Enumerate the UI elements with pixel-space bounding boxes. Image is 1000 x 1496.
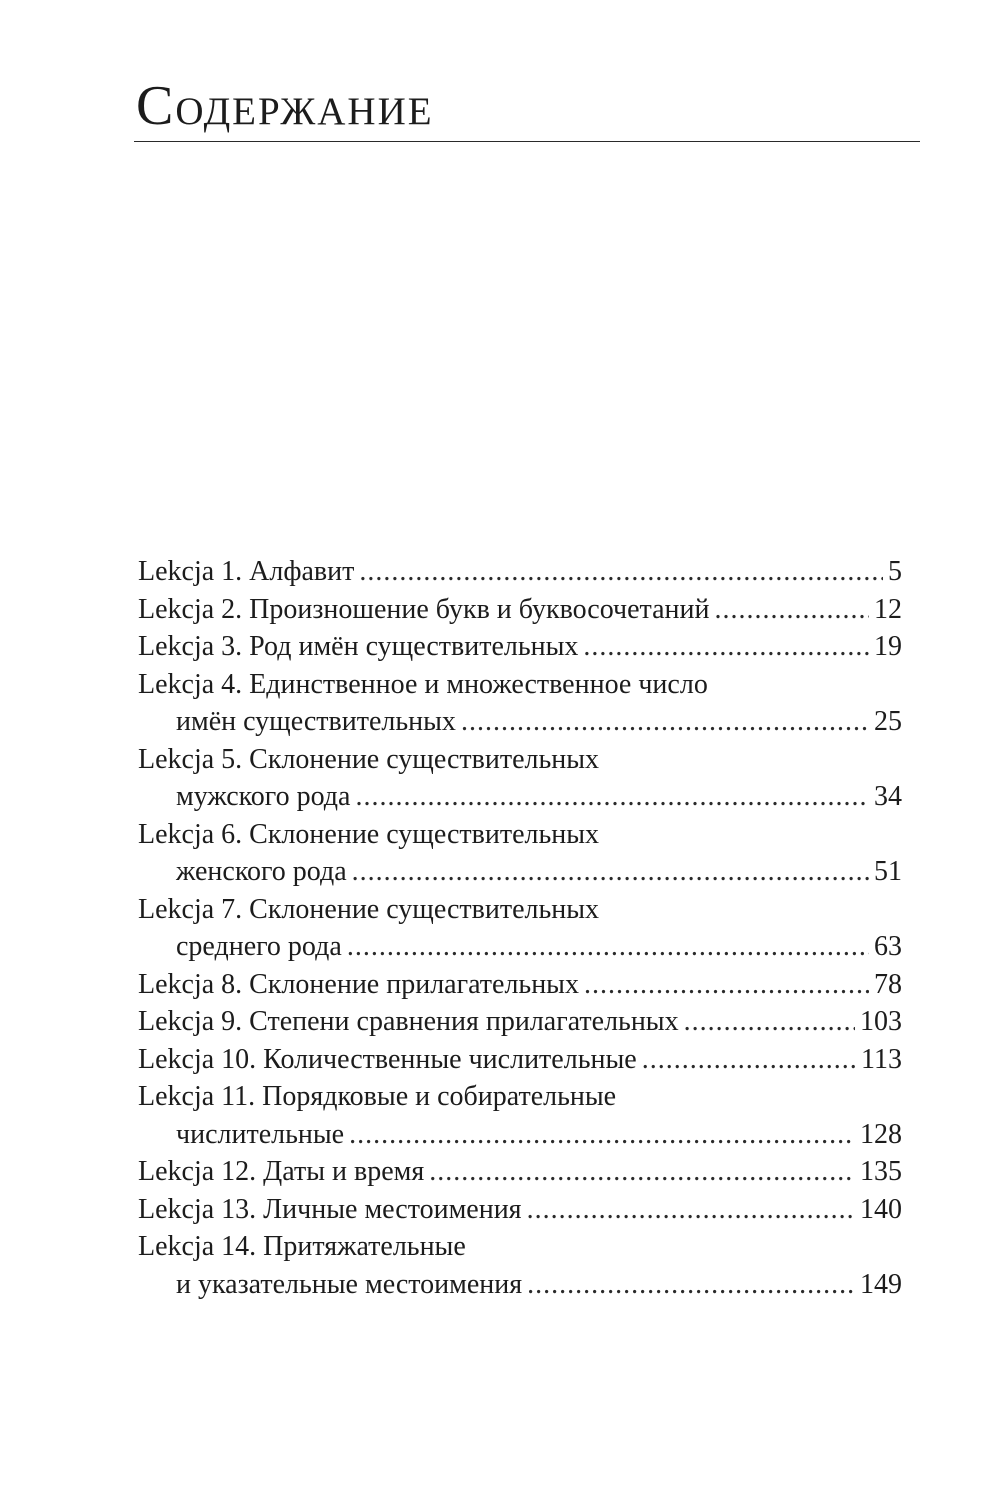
toc-line bbox=[138, 816, 902, 854]
toc-entry bbox=[138, 628, 902, 666]
title-divider bbox=[134, 141, 920, 142]
toc-line bbox=[138, 591, 902, 629]
toc-entry-title: Lekcja 8. Склонение прилагательных bbox=[138, 968, 579, 1000]
toc-entry bbox=[138, 1191, 902, 1229]
toc-entry-title: Lekcja 6. Склонение существительных bbox=[138, 818, 600, 850]
toc-dot-leader bbox=[583, 628, 869, 666]
toc-page-number: 135 bbox=[860, 1156, 902, 1187]
toc-dot-leader bbox=[349, 1116, 855, 1154]
toc-entry bbox=[138, 966, 902, 1004]
toc-entry-title-continuation: и указательные местоимения bbox=[176, 1268, 523, 1300]
toc-line bbox=[138, 1153, 902, 1191]
toc-entry-title: Lekcja 2. Произношение букв и буквосочетаний bbox=[138, 593, 710, 625]
toc-entry bbox=[138, 816, 902, 891]
toc-line-continuation bbox=[138, 853, 902, 891]
toc-entry bbox=[138, 1153, 902, 1191]
toc-dot-leader bbox=[429, 1153, 855, 1191]
toc-line-continuation bbox=[138, 703, 902, 741]
toc-line-continuation bbox=[138, 928, 902, 966]
toc-entry-title: Lekcja 11. Порядковые и собирательные bbox=[138, 1081, 617, 1112]
toc-line bbox=[138, 1228, 902, 1266]
toc-dot-leader bbox=[352, 853, 869, 891]
toc-dot-leader bbox=[355, 778, 869, 816]
toc-entry bbox=[138, 1041, 902, 1079]
toc-line bbox=[138, 1041, 902, 1079]
toc-entry-title: Lekcja 10. Количественные числительные bbox=[138, 1043, 637, 1075]
toc-line bbox=[138, 1003, 902, 1041]
toc-entry-title-continuation: женского рода bbox=[176, 856, 347, 887]
toc-line bbox=[138, 666, 902, 704]
toc-entry bbox=[138, 891, 902, 966]
toc-dot-leader bbox=[584, 966, 869, 1004]
toc-dot-leader bbox=[461, 703, 869, 741]
toc-entry-title: Lekcja 14. Притяжательные bbox=[138, 1231, 466, 1262]
toc-entry bbox=[138, 553, 902, 591]
toc-line bbox=[138, 966, 902, 1004]
toc-entry-title: Lekcja 13. Личные местоимения bbox=[138, 1193, 522, 1225]
toc-line-continuation bbox=[138, 1266, 902, 1304]
toc-entry bbox=[138, 1078, 902, 1153]
toc-line bbox=[138, 891, 902, 929]
toc-page-number: 63 bbox=[874, 931, 902, 962]
toc-line-continuation bbox=[138, 778, 902, 816]
toc-page-number: 34 bbox=[874, 781, 902, 812]
toc-page-number: 140 bbox=[860, 1193, 902, 1225]
toc-entry bbox=[138, 1003, 902, 1041]
toc-line bbox=[138, 741, 902, 779]
toc-entry-title-continuation: имён существительных bbox=[176, 706, 456, 737]
toc-page-number: 128 bbox=[860, 1118, 902, 1150]
toc-page-number: 5 bbox=[888, 556, 902, 587]
toc-dot-leader bbox=[347, 928, 869, 966]
toc-page-number: 51 bbox=[874, 856, 902, 887]
toc-dot-leader bbox=[714, 591, 869, 629]
toc-line bbox=[138, 553, 902, 591]
toc-entry-title: Lekcja 4. Единственное и множественное число bbox=[138, 668, 708, 700]
toc-entry-title: Lekcja 12. Даты и время bbox=[138, 1156, 425, 1187]
toc-dot-leader bbox=[642, 1041, 856, 1079]
toc-dot-leader bbox=[527, 1191, 855, 1229]
toc-page-number: 149 bbox=[860, 1268, 902, 1300]
toc-entry-title-continuation: числительные bbox=[176, 1118, 345, 1150]
table-of-contents bbox=[138, 553, 902, 1303]
toc-entry-title: Lekcja 3. Род имён существительных bbox=[138, 631, 579, 662]
toc-entry bbox=[138, 666, 902, 741]
toc-page-number: 19 bbox=[874, 631, 902, 662]
toc-dot-leader bbox=[527, 1266, 855, 1304]
page-title: Содержание bbox=[136, 75, 434, 137]
toc-entry-title: Lekcja 5. Склонение существительных bbox=[138, 743, 600, 775]
toc-page-number: 113 bbox=[861, 1043, 902, 1075]
toc-page-number: 12 bbox=[874, 593, 902, 625]
toc-line bbox=[138, 628, 902, 666]
toc-page-number: 78 bbox=[874, 968, 902, 1000]
toc-entry-title: Lekcja 1. Алфавит bbox=[138, 556, 355, 587]
toc-dot-leader bbox=[359, 553, 883, 591]
toc-entry bbox=[138, 741, 902, 816]
toc-line bbox=[138, 1191, 902, 1229]
toc-line bbox=[138, 1078, 902, 1116]
toc-entry-title-continuation: мужского рода bbox=[176, 781, 351, 812]
toc-entry-title: Lekcja 7. Склонение существительных bbox=[138, 893, 600, 925]
toc-line-continuation bbox=[138, 1116, 902, 1154]
toc-entry-title: Lekcja 9. Степени сравнения прилагательных bbox=[138, 1006, 679, 1037]
toc-page-number: 103 bbox=[860, 1006, 902, 1037]
toc-page-number: 25 bbox=[874, 706, 902, 737]
toc-dot-leader bbox=[684, 1003, 855, 1041]
toc-entry bbox=[138, 591, 902, 629]
toc-entry bbox=[138, 1228, 902, 1303]
toc-entry-title-continuation: среднего рода bbox=[176, 931, 342, 962]
